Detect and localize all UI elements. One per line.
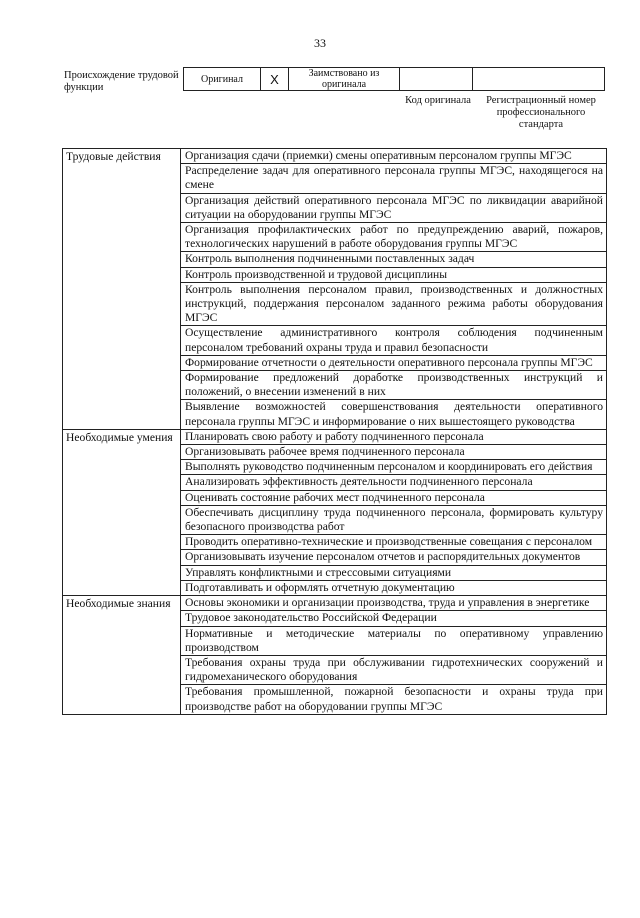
section-item: Формирование отчетности о деятельности оперативного персонала группы МГЭС [181,355,607,370]
section-item: Проводить оперативно-технические и производственные совещания с персоналом [181,535,607,550]
section-item: Организация действий оперативного персонала МГЭС по ликвидации аварийной ситуации на оборудовании группы МГЭС [181,193,607,222]
section-item: Организация профилактических работ по предупреждению аварий, пожаров, технологических нарушений в работе оборудования группы МГЭС [181,223,607,252]
section-item: Контроль выполнения персоналом правил, производственных и должностных инструкций, поддержания персоналом заданного режима работы оборудования МГЭС [181,282,607,326]
section-item: Выявление возможностей совершенствования деятельности оперативного персонала группы МГЭС и информирование о них вышестоящего руководства [181,400,607,429]
reg-number-cell [473,68,605,91]
section-item: Планировать свою работу и работу подчиненного персонала [181,429,607,444]
section-item: Распределение задач для оперативного персонала группы МГЭС, находящегося на смене [181,164,607,193]
section-item: Контроль производственной и трудовой дисциплины [181,267,607,282]
section-item: Выполнять руководство подчиненным персоналом и координировать его действия [181,460,607,475]
code-cell [400,68,473,91]
section-item: Обеспечивать дисциплину труда подчиненного персонала, формировать культуру безопасного производства работ [181,505,607,534]
table-row [63,149,607,164]
borrowed-cell: Заимствовано из оригинала [289,68,400,91]
original-mark: X [261,68,289,91]
section-item: Нормативные и методические материалы по оперативному управлению производством [181,626,607,655]
code-original-label: Код оригинала [405,95,471,106]
section-item: Требования охраны труда при обслуживании гидротехнических сооружений и гидромеханического оборудования [181,655,607,684]
origin-table [183,67,605,91]
page-number: 33 [314,36,326,50]
function-table [62,148,607,715]
section-title: Необходимые умения [63,429,181,595]
origin-label: Происхождение трудовой функции [64,70,179,93]
section-item: Трудовое законодательство Российской Федерации [181,611,607,626]
section-item: Оценивать состояние рабочих мест подчиненного персонала [181,490,607,505]
section-title: Необходимые знания [63,596,181,715]
reg-number-label: Регистрационный номер профессионального стандарта [486,95,596,130]
section-item: Управлять конфликтными и стрессовыми ситуациями [181,565,607,580]
section-item: Организация сдачи (приемки) смены оперативным персоналом группы МГЭС [181,149,607,164]
section-item: Организовывать изучение персоналом отчетов и распорядительных документов [181,550,607,565]
section-item: Формирование предложений доработке производственных инструкций и положений, о внесении изменений в них [181,371,607,400]
section-title: Трудовые действия [63,149,181,430]
section-item: Осуществление административного контроля соблюдения подчиненным персоналом требований охраны труда и правил безопасности [181,326,607,355]
section-item: Анализировать эффективность деятельности подчиненного персонала [181,475,607,490]
section-item: Контроль выполнения подчиненными поставленных задач [181,252,607,267]
section-item: Подготавливать и оформлять отчетную документацию [181,580,607,595]
original-cell: Оригинал [184,68,261,91]
section-item: Организовывать рабочее время подчиненного персонала [181,445,607,460]
table-row [63,429,607,444]
table-row [63,596,607,611]
section-item: Основы экономики и организации производства, труда и управления в энергетике [181,596,607,611]
section-item: Требования промышленной, пожарной безопасности и охраны труда при производстве работ на оборудовании группы МГЭС [181,685,607,714]
